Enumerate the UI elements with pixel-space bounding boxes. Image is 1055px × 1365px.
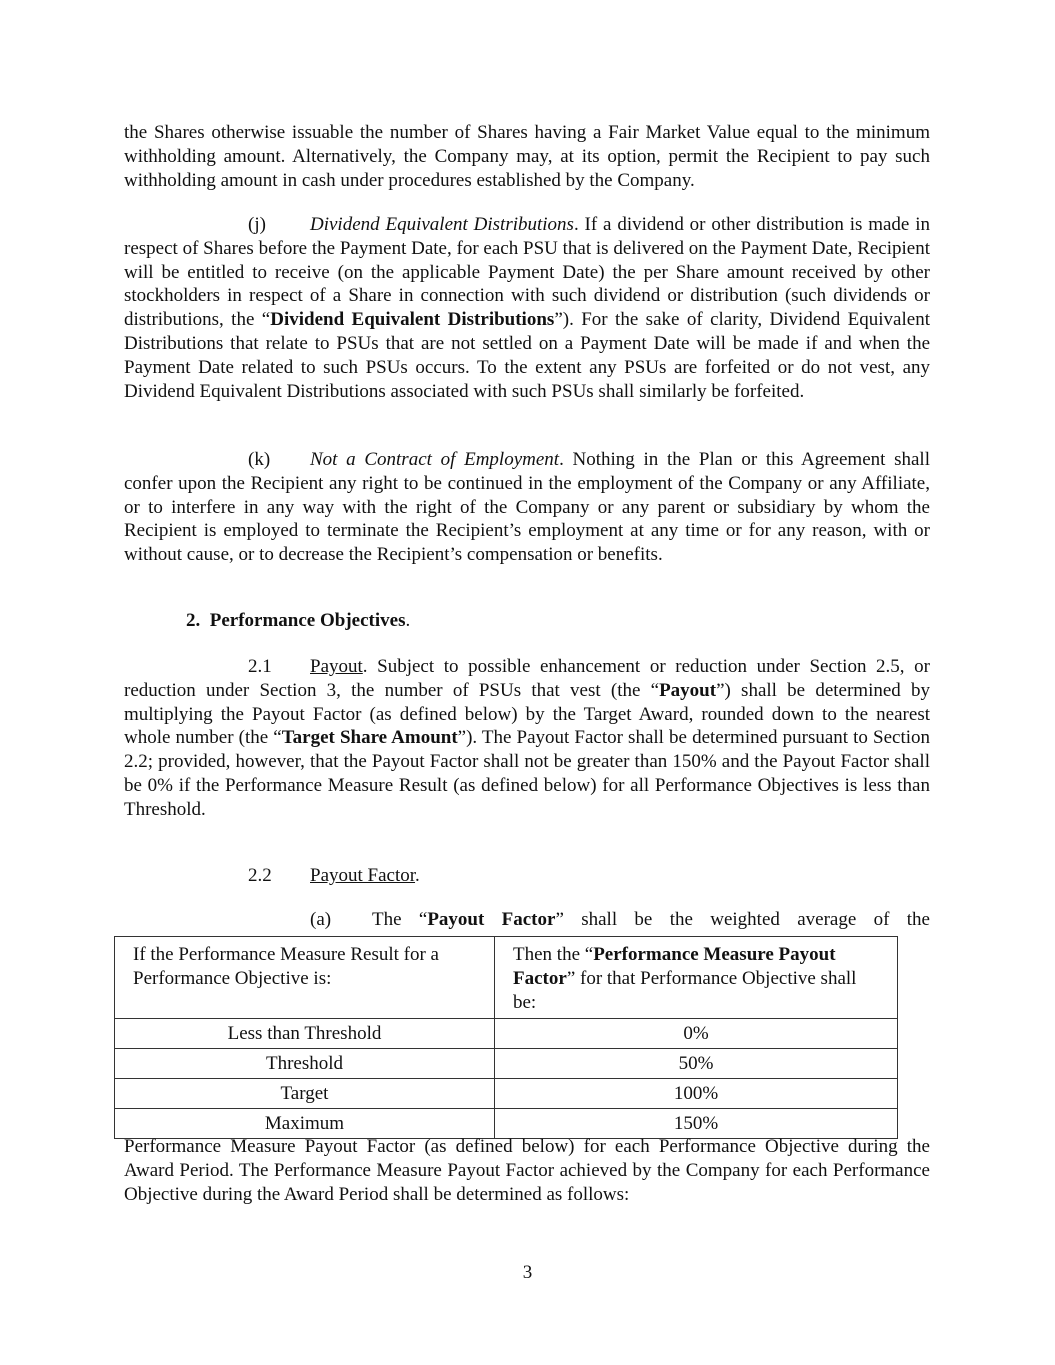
table-row (115, 1078, 898, 1108)
heading-title: Performance Objectives (209, 610, 406, 631)
factor-cell: 100% (495, 1078, 898, 1108)
table-row (115, 1019, 898, 1049)
table-row (115, 1108, 898, 1138)
table-header-row (115, 937, 898, 1019)
result-cell: Less than Threshold (115, 1019, 495, 1049)
section-title: Payout Factor (310, 865, 416, 886)
text: . If a dividend or other distribution is made in respect of Shares before the Payment Date, for each PSU that is delivered on the Payment Date, Recipient will be entitled to receive (on the applicable Payment Date) the per Share amount received by other stockholders in respect of a Share in connection with such dividend or distribution (such dividends or distributions, the “ (124, 214, 930, 331)
section-title: Dividend Equivalent Distributions (310, 214, 574, 235)
section-j (124, 213, 930, 403)
table-row (115, 1049, 898, 1079)
defined-term: Payout Factor (427, 909, 556, 930)
factor-cell: 50% (495, 1049, 898, 1079)
heading-number: 2. (186, 610, 201, 631)
result-cell: Target (115, 1078, 495, 1108)
payout-factor-table (114, 936, 898, 1139)
text: . (405, 610, 411, 631)
text: The “ (372, 909, 428, 930)
section-title: Payout (310, 656, 363, 677)
factor-cell: 150% (495, 1108, 898, 1138)
page-number: 3 (522, 1262, 533, 1283)
heading-performance-objectives (186, 609, 410, 633)
section-2-1 (124, 655, 930, 822)
section-number: (k) (248, 449, 271, 470)
section-number: (j) (248, 214, 266, 235)
defined-term: Dividend Equivalent Distributions (270, 309, 555, 331)
result-cell: Threshold (115, 1049, 495, 1079)
defined-term: Target Share Amount (281, 727, 458, 749)
text: ” shall be the weighted average of the (555, 909, 930, 930)
header-result: If the Performance Measure Result for a Performance Objective is: (115, 937, 495, 1019)
section-2-2 (124, 864, 930, 888)
section-number: 2.1 (248, 656, 272, 677)
header-factor (495, 937, 898, 1019)
factor-cell: 0% (495, 1019, 898, 1049)
text: ”) shall be determined by multiplying the Payout Factor (as defined below) by the Target Award, rounded down to the nearest whole number (the “ (124, 679, 930, 749)
text: ”). The Payout Factor shall be determined pursuant to Section 2.2; provided, however, that the Payout Factor shall not be greater than 150% and the Payout Factor shall be 0% if the Performance Measure Result (as defined below) for all Performance Objectives is less than Threshold. (124, 727, 931, 820)
text: ” for that Performance Objective shall be: (513, 967, 857, 1013)
section-a (310, 908, 930, 932)
text: . Subject to possible enhancement or reduction under Section 2.5, or reduction under Section 3, the number of PSUs that vest (the “ (124, 656, 930, 701)
section-number: (a) (310, 909, 332, 930)
result-cell: Maximum (115, 1108, 495, 1138)
text: . Nothing in the Plan or this Agreement shall confer upon the Recipient any right to be continued in the employment of the Company or any Affiliate, or to interfere in any way with the right of the Company or any parent or subsidiary by whom the Recipient is employed to terminate the Recipient’s employment at any time or for any reason, with or without cause, or to decrease the Recipient’s compensation or benefits. (124, 449, 930, 566)
text: ”). For the sake of clarity, Dividend Equivalent Distributions that relate to PSUs that are not settled on a Payment Date will be made if and when the Payment Date related to such PSUs occurs. To the extent any PSUs are forfeited or do not vest, any Dividend Equivalent Distributions associated with such PSUs shall similarly be forfeited. (124, 309, 930, 402)
paragraph-after-table: Performance Measure Payout Factor (as defined below) for each Performance Objective during the Award Period. The Performance Measure Payout Factor achieved by the Company for each Performance Objective during the Award Period shall be determined as follows: (124, 1136, 930, 1205)
defined-term: Payout (659, 679, 717, 701)
section-title: Not a Contract of Employment (310, 449, 560, 470)
text: Then the “ (513, 944, 594, 965)
section-k (124, 448, 930, 567)
section-number: 2.2 (248, 865, 272, 886)
defined-term: Performance Measure Payout Factor (513, 944, 836, 989)
text: . (415, 865, 420, 886)
paragraph-withholding: the Shares otherwise issuable the number of Shares having a Fair Market Value equal to the minimum withholding amount. Alternatively, the Company may, at its option, permit the Recipient to pay such withholding amount in cash under procedures established by the Company. (124, 122, 930, 191)
